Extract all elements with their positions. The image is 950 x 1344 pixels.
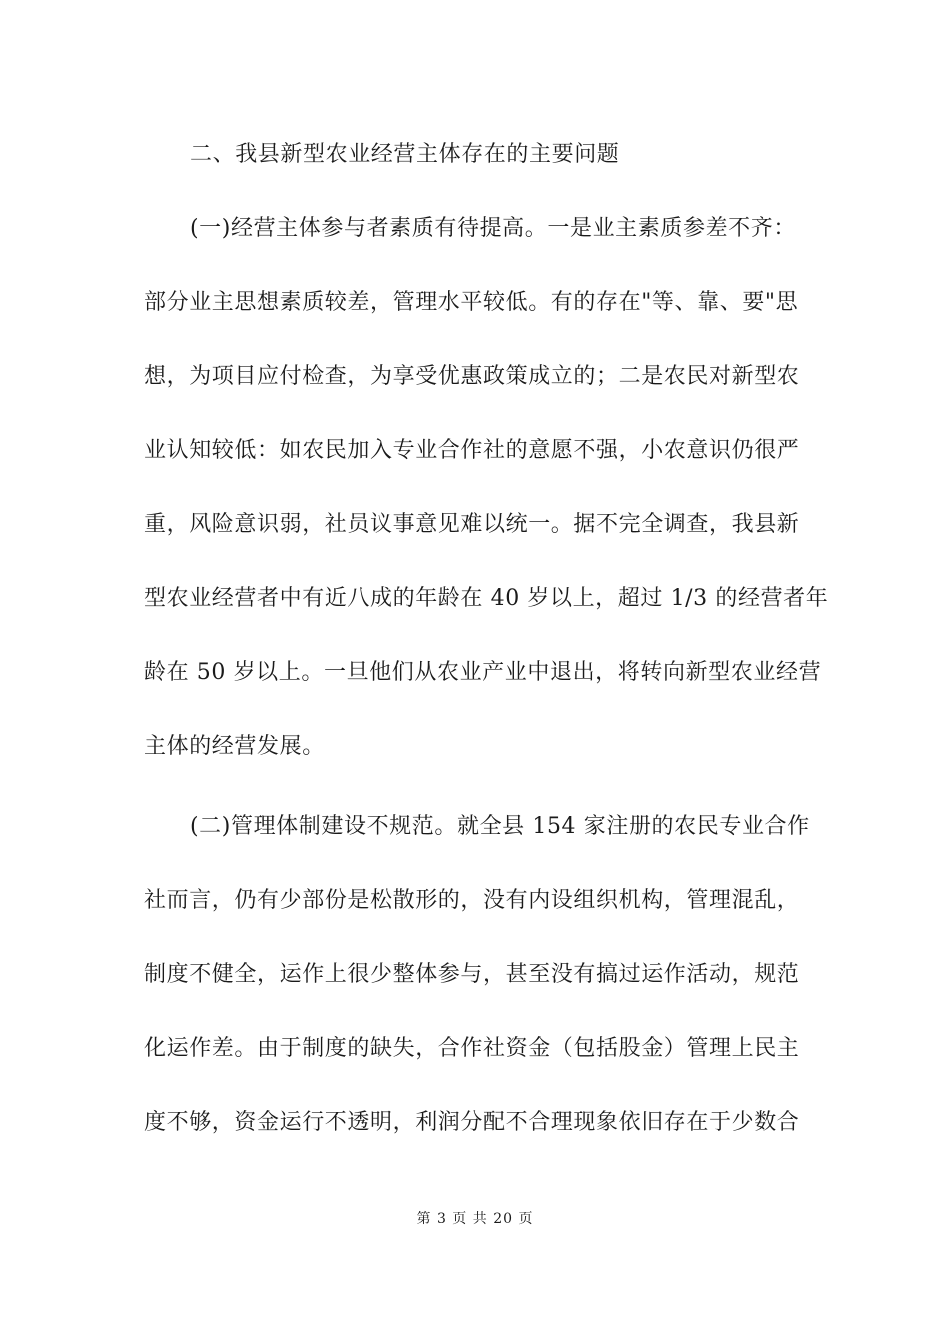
- paragraph-line: 部分业主思想素质较差，管理水平较低。有的存在"等、靠、要"思: [144, 290, 799, 315]
- paragraph-line: (二)管理体制建设不规范。就全县 154 家注册的农民专业合作: [190, 814, 810, 839]
- paragraph-line: 化运作差。由于制度的缺失，合作社资金（包括股金）管理上民主: [144, 1036, 800, 1061]
- paragraph-line: 社而言，仍有少部份是松散形的，没有内设组织机构，管理混乱，: [144, 888, 800, 913]
- paragraph-line: 主体的经营发展。: [144, 734, 325, 759]
- paragraph-line: 制度不健全，运作上很少整体参与，甚至没有搞过运作活动，规范: [144, 962, 800, 987]
- paragraph-line: 重，风险意识弱，社员议事意见难以统一。据不完全调查，我县新: [144, 512, 800, 537]
- paragraph-line: 想，为项目应付检查，为享受优惠政策成立的；二是农民对新型农: [144, 364, 800, 389]
- paragraph-line: 龄在 50 岁以上。一旦他们从农业产业中退出，将转向新型农业经营: [144, 660, 822, 685]
- page-footer: 第 3 页 共 20 页: [416, 1211, 534, 1227]
- paragraph-line: (一)经营主体参与者素质有待提高。一是业主素质参差不齐：: [190, 216, 796, 241]
- paragraph-line: 度不够，资金运行不透明，利润分配不合理现象依旧存在于少数合: [144, 1110, 800, 1135]
- paragraph-line: 业认知较低：如农民加入专业合作社的意愿不强，小农意识仍很严: [144, 438, 800, 463]
- section-heading: 二、我县新型农业经营主体存在的主要问题: [190, 142, 620, 167]
- paragraph-line: 型农业经营者中有近八成的年龄在 40 岁以上，超过 1/3 的经营者年: [144, 586, 829, 611]
